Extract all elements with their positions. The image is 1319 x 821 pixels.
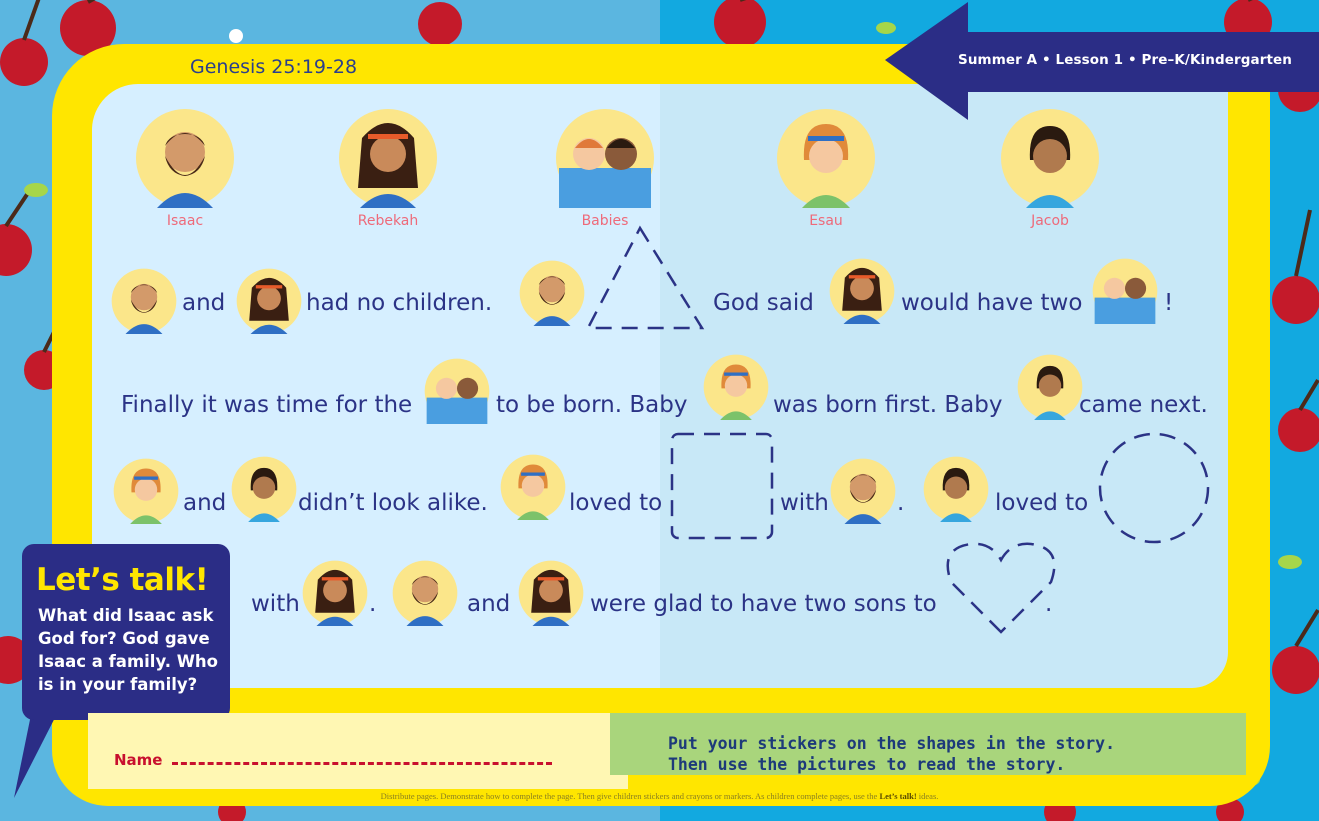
esau-face-icon <box>500 454 566 520</box>
instructions-line-2: Then use the pictures to read the story. <box>668 755 1066 774</box>
story-word: God said <box>713 290 814 316</box>
character-label: Isaac <box>166 213 204 229</box>
heart-sticker-outline[interactable] <box>943 538 1059 638</box>
isaac-face-icon <box>392 560 458 626</box>
character-isaac <box>115 108 255 229</box>
scripture-reference: Genesis 25:19-28 <box>190 56 358 78</box>
rebekah-face-icon <box>829 258 895 324</box>
square-sticker-outline[interactable] <box>668 430 776 542</box>
story-word: . <box>1045 591 1053 617</box>
rebekah-face-icon <box>236 268 302 334</box>
esau-face-icon <box>703 354 769 420</box>
story-word: with <box>780 490 829 516</box>
footer-text: Distribute pages. Demonstrate how to complete the page. Then give children stickers and crayons or markers. As children complete pages, use the <box>380 791 878 801</box>
lets-talk-body: What did Isaac ask God for? God gave Isaac a family. Who is in your family? <box>38 606 218 694</box>
footer-end: ideas. <box>918 791 939 801</box>
isaac-face-icon <box>830 458 896 524</box>
character-label: Rebekah <box>357 213 419 229</box>
lets-talk-title: Let’s talk! <box>36 562 209 598</box>
story-word: ! <box>1164 290 1174 316</box>
story-word: with <box>251 591 300 617</box>
triangle-sticker-outline[interactable] <box>584 222 708 334</box>
circle-sticker-outline[interactable] <box>1096 430 1212 546</box>
story-word: would have two <box>901 290 1083 316</box>
character-esau <box>756 108 896 229</box>
story-word: and <box>182 290 226 316</box>
character-label: Babies <box>581 213 629 229</box>
babies-face-icon <box>555 108 655 208</box>
rebekah-face-icon <box>338 108 438 208</box>
isaac-face-icon <box>519 260 585 326</box>
babies-face-icon <box>424 358 490 424</box>
lesson-label: Summer A • Lesson 1 • Pre–K/Kindergarten <box>958 52 1292 68</box>
story-word: to be born. Baby <box>496 392 688 418</box>
story-word: and <box>467 591 511 617</box>
teacher-footer-note <box>0 791 1319 801</box>
jacob-face-icon <box>231 456 297 522</box>
name-area <box>88 713 628 789</box>
rebekah-face-icon <box>302 560 368 626</box>
babies-face-icon <box>1092 258 1158 324</box>
isaac-face-icon <box>111 268 177 334</box>
esau-face-icon <box>776 108 876 208</box>
story-word: loved to <box>569 490 663 516</box>
story-word: loved to <box>995 490 1089 516</box>
story-word: was born first. Baby <box>773 392 1003 418</box>
jacob-face-icon <box>1000 108 1100 208</box>
story-word: came next. <box>1079 392 1208 418</box>
footer-bold: Let’s talk! <box>879 791 917 801</box>
name-input-line[interactable] <box>172 762 552 765</box>
story-word: and <box>183 490 227 516</box>
character-label: Jacob <box>1031 213 1069 229</box>
instructions-line-1: Put your stickers on the shapes in the story. <box>668 734 1116 753</box>
character-rebekah <box>318 108 458 229</box>
character-label: Esau <box>809 213 843 229</box>
story-word: had no children. <box>306 290 493 316</box>
character-jacob <box>980 108 1120 229</box>
story-word: Finally it was time for the <box>121 392 413 418</box>
story-word: didn’t look alike. <box>298 490 488 516</box>
character-babies <box>535 108 675 229</box>
name-label: Name <box>114 751 163 769</box>
lets-talk-bubble <box>22 544 230 720</box>
story-word: were glad to have two sons to <box>590 591 937 617</box>
jacob-face-icon <box>1017 354 1083 420</box>
story-word: . <box>369 591 377 617</box>
isaac-face-icon <box>135 108 235 208</box>
story-word: . <box>897 490 905 516</box>
instructions-text <box>668 733 1115 775</box>
jacob-face-icon <box>923 456 989 522</box>
rebekah-face-icon <box>518 560 584 626</box>
esau-face-icon <box>113 458 179 524</box>
